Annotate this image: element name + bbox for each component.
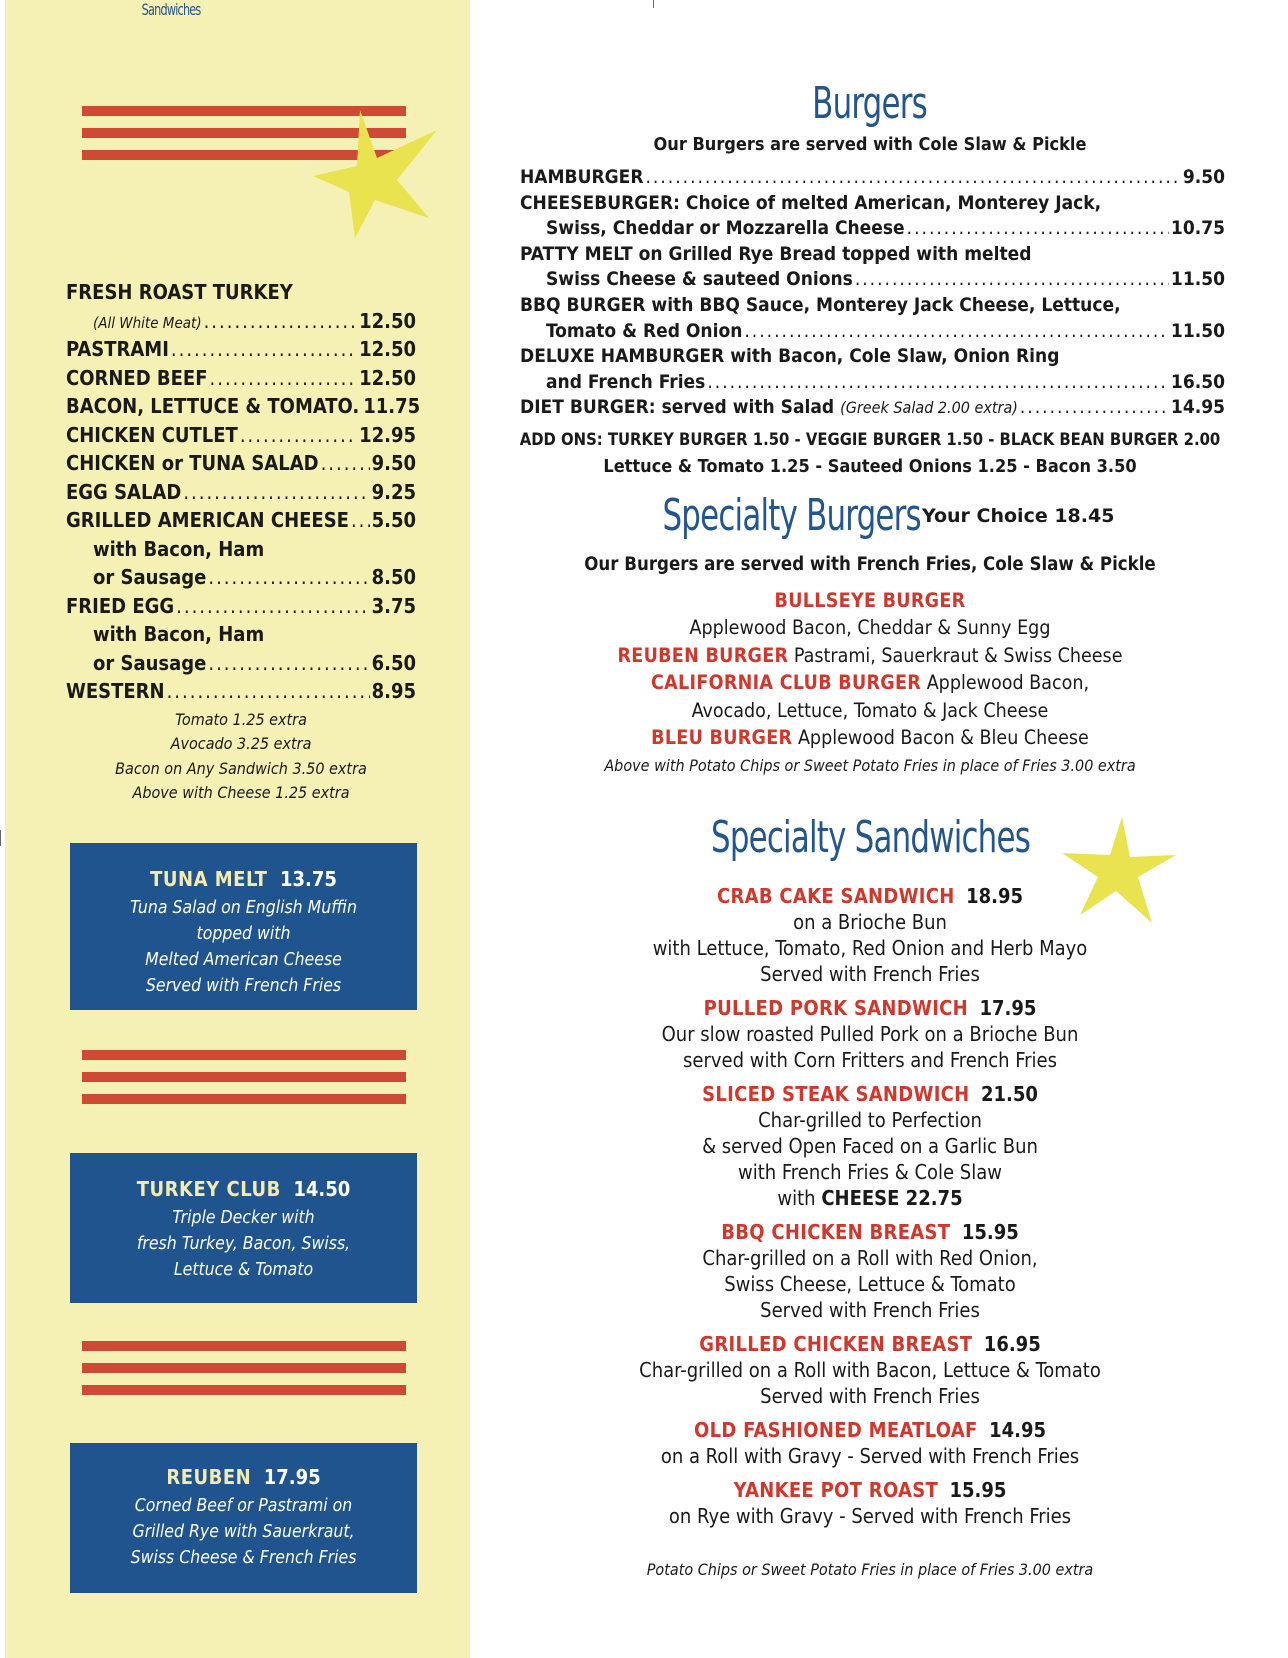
menu-row: [66, 622, 416, 651]
specialty-burgers-list: [515, 551, 1225, 779]
specialty-sandwich-name: OLD FASHIONED MEATLOAF: [694, 1418, 978, 1442]
menu-row: [66, 565, 416, 594]
specialty-sandwich-name: YANKEE POT ROAST: [733, 1478, 939, 1502]
menu-row: [520, 294, 1225, 320]
item-name: CHICKEN CUTLET: [66, 422, 238, 447]
specialty-burgers-header: [515, 490, 1225, 541]
menu-row: [520, 243, 1225, 269]
item-name: Swiss, Cheddar or Mozzarella Cheese: [546, 217, 905, 240]
item-name: Tomato & Red Onion: [546, 319, 743, 342]
box-item-price: 13.75: [279, 867, 337, 891]
item-price: 14.95: [1170, 396, 1225, 419]
specialty-sandwich-name: SLICED STEAK SANDWICH: [702, 1082, 970, 1106]
bullseye-burger-desc: Applewood Bacon, Cheddar & Sunny Egg: [689, 616, 1051, 639]
specialty-sandwich-desc: Char-grilled on a Roll with Red Onion,: [702, 1246, 1038, 1270]
item-name: BACON, LETTUCE & TOMATO.: [66, 394, 360, 418]
extra-line: Bacon on Any Sandwich 3.50 extra: [115, 758, 367, 778]
crop-mark: [0, 830, 1, 846]
specialty-sandwich-desc: Char-grilled on a Roll with Bacon, Lettuce & Tomato: [639, 1358, 1101, 1382]
box-title: [70, 1465, 417, 1489]
specialty-sandwich-header: [515, 1477, 1225, 1503]
flag-stripes-middle: [82, 1050, 406, 1116]
addons-line-1: ADD ONS: TURKEY BURGER 1.50 - VEGGIE BURGER 1.50 - BLACK BEAN BURGER 2.00: [519, 430, 1221, 449]
menu-row: [66, 508, 416, 537]
specialty-sandwich-desc: on Rye with Gravy - Served with French Fries: [668, 1504, 1072, 1528]
menu-row: [66, 337, 416, 366]
crop-mark: [653, 0, 654, 8]
specialty-sandwich-desc: Served with French Fries: [760, 1298, 980, 1322]
item-price: 12.50: [359, 308, 416, 333]
item-name: (All White Meat): [93, 313, 202, 332]
menu-row: [66, 309, 416, 338]
item-price: 12.50: [359, 337, 416, 361]
specialty-sandwich-header: [515, 995, 1225, 1021]
item-name: and French Fries: [546, 370, 706, 393]
item-price: 12.50: [359, 365, 416, 390]
menu-row: [66, 651, 416, 680]
item-name: with Bacon, Ham: [93, 622, 265, 646]
item-name: with Bacon, Ham: [93, 536, 265, 561]
leader-dots: [240, 423, 357, 447]
leader-dots: [208, 565, 369, 589]
item-price: 16.50: [1170, 370, 1225, 393]
menu-row: [66, 679, 416, 708]
specialty-sandwich-name: CRAB CAKE SANDWICH: [716, 884, 955, 908]
item-price: 3.75: [371, 593, 416, 618]
specialty-burgers-note: Above with Potato Chips or Sweet Potato Fries in place of Fries 3.00 extra: [604, 755, 1136, 775]
item-price: 9.25: [371, 479, 416, 504]
box-item-name: TURKEY CLUB: [136, 1177, 281, 1201]
specialty-sandwiches-title: Specialty Sandwiches: [710, 812, 1030, 863]
sandwich-extras: [66, 708, 416, 806]
specialty-sandwich-desc: on a Brioche Bun: [793, 910, 947, 934]
menu-row: [66, 480, 416, 509]
box-desc-line: topped with: [196, 924, 291, 944]
item-name: GRILLED AMERICAN CHEESE: [66, 508, 349, 532]
specialty-sandwich-header: [515, 883, 1225, 909]
box-desc-line: Melted American Cheese: [145, 950, 342, 970]
item-name: BBQ BURGER with BBQ Sauce, Monterey Jack Cheese, Lettuce,: [520, 293, 1121, 316]
cheese-price: CHEESE 22.75: [821, 1186, 963, 1210]
specialty-sandwich-desc: Served with French Fries: [760, 1384, 980, 1408]
leader-dots: [176, 594, 369, 618]
cheese-option: [515, 1185, 1225, 1211]
item-name: EGG SALAD: [66, 479, 182, 504]
box-item-price: 17.95: [263, 1465, 321, 1489]
leader-dots: [204, 309, 357, 333]
specialty-sandwich-desc: Our slow roasted Pulled Pork on a Brioche Bun: [661, 1022, 1079, 1046]
item-price: 11.50: [1170, 319, 1225, 342]
item-price: 6.50: [371, 650, 416, 675]
reuben-box: [70, 1443, 417, 1593]
box-desc-line: Tuna Salad on English Muffin: [130, 898, 357, 918]
leader-dots: [167, 679, 370, 703]
turkey-club-box: [70, 1153, 417, 1303]
bullseye-burger-name: BULLSEYE BURGER: [774, 588, 966, 612]
leader-dots: [707, 371, 1169, 393]
box-desc-line: Swiss Cheese & French Fries: [130, 1548, 357, 1568]
specialty-sandwiches-note: Potato Chips or Sweet Potato Fries in place of Fries 3.00 extra: [646, 1560, 1094, 1579]
leader-dots: [907, 217, 1169, 239]
menu-row: [66, 423, 416, 452]
burgers-list: [520, 166, 1225, 422]
item-name: FRESH ROAST TURKEY: [66, 280, 293, 304]
box-title: [70, 1177, 417, 1201]
menu-row: [520, 268, 1225, 294]
california-burger-desc-2: Avocado, Lettuce, Tomato & Jack Cheese: [691, 698, 1049, 722]
specialty-sandwich-header: [515, 1417, 1225, 1443]
item-name: CORNED BEEF: [66, 365, 208, 390]
item-name: WESTERN: [66, 679, 165, 703]
reuben-burger-name: REUBEN BURGER: [617, 643, 789, 667]
menu-row: [520, 396, 1225, 422]
item-price: 5.50: [371, 508, 416, 532]
bleu-burger-desc: Applewood Bacon & Bleu Cheese: [797, 726, 1089, 749]
specialty-sandwich-desc: Swiss Cheese, Lettuce & Tomato: [724, 1272, 1016, 1296]
menu-row: [66, 594, 416, 623]
extra-line: Avocado 3.25 extra: [170, 734, 312, 753]
item-price: 10.75: [1170, 217, 1225, 240]
item-name: or Sausage: [93, 650, 207, 675]
item-price: 8.95: [371, 679, 416, 703]
your-choice-price: Your Choice 18.45: [921, 505, 1115, 527]
menu-row: [520, 166, 1225, 192]
item-price: 8.50: [371, 565, 416, 589]
extra-line: Above with Cheese 1.25 extra: [132, 783, 350, 802]
item-price: 9.50: [1182, 166, 1225, 188]
specialty-sandwich-name: BBQ CHICKEN BREAST: [721, 1220, 951, 1244]
item-name: HAMBURGER: [520, 166, 644, 188]
specialty-sandwich-desc: Served with French Fries: [760, 962, 980, 986]
specialty-sandwich-price: 14.95: [989, 1418, 1046, 1442]
item-name: CHICKEN or TUNA SALAD: [66, 451, 319, 475]
menu-row: [520, 217, 1225, 243]
specialty-sandwich-price: 16.95: [983, 1332, 1041, 1356]
leader-dots: [855, 268, 1169, 290]
cheese-prefix: with: [777, 1186, 816, 1210]
addons-line-2: Lettuce & Tomato 1.25 - Sauteed Onions 1.25 - Bacon 3.50: [603, 456, 1137, 477]
specialty-sandwich-desc: with French Fries & Cole Slaw: [738, 1160, 1002, 1184]
specialty-sandwiches-list: [515, 875, 1225, 1529]
left-panel: [5, 0, 470, 1658]
specialty-sandwich-price: 15.95: [949, 1478, 1007, 1502]
item-price: 12.95: [359, 422, 416, 447]
box-desc-line: fresh Turkey, Bacon, Swiss,: [136, 1234, 351, 1254]
specialty-burgers-title: Specialty Burgers: [662, 490, 921, 541]
item-price: 11.50: [1170, 268, 1225, 291]
specialty-sandwich-price: 15.95: [961, 1220, 1019, 1244]
bleu-burger-name: BLEU BURGER: [651, 726, 793, 749]
leader-dots: [1020, 396, 1169, 418]
box-desc-line: Served with French Fries: [145, 976, 342, 996]
leader-dots: [646, 166, 1181, 188]
specialty-sandwich-desc: on a Roll with Gravy - Served with French Fries: [660, 1444, 1080, 1468]
specialty-burgers-subtitle: Our Burgers are served with French Fries, Cole Slaw & Pickle: [584, 554, 1156, 575]
reuben-burger-desc: Pastrami, Sauerkraut & Swiss Cheese: [793, 643, 1123, 667]
sandwiches-list: [66, 280, 421, 806]
menu-row: [66, 280, 416, 309]
menu-row: [66, 394, 421, 423]
menu-row: [520, 345, 1225, 371]
item-name: FRIED EGG: [66, 593, 175, 618]
star-icon: [305, 108, 445, 240]
leader-dots: [208, 651, 369, 675]
item-price: 9.50: [371, 451, 416, 475]
box-item-name: REUBEN: [166, 1465, 252, 1489]
menu-row: [66, 451, 416, 480]
specialty-sandwich-header: [515, 1081, 1225, 1107]
leader-dots: [744, 320, 1169, 342]
specialty-sandwich-header: [515, 1219, 1225, 1245]
item-note: (Greek Salad 2.00 extra): [840, 398, 1018, 418]
specialty-sandwich-desc: served with Corn Fritters and French Fries: [683, 1048, 1057, 1072]
leader-dots: [210, 366, 358, 390]
specialty-sandwich-header: [515, 1331, 1225, 1357]
specialty-sandwich-desc: with Lettuce, Tomato, Red Onion and Herb Mayo: [652, 936, 1088, 960]
california-burger-desc: Applewood Bacon,: [926, 671, 1090, 694]
flag-stripes-bottom: [82, 1341, 406, 1407]
item-name: PASTRAMI: [66, 337, 169, 361]
box-desc-line: Grilled Rye with Sauerkraut,: [132, 1522, 355, 1542]
menu-row: [520, 371, 1225, 397]
item-name: or Sausage: [93, 565, 207, 589]
leader-dots: [321, 451, 370, 475]
item-name: DELUXE HAMBURGER with Bacon, Cole Slaw, Onion Ring: [520, 345, 1060, 368]
item-name: DIET BURGER: served with Salad: [520, 396, 835, 419]
specialty-sandwich-name: GRILLED CHICKEN BREAST: [699, 1332, 973, 1356]
box-title: [70, 867, 417, 891]
specialty-sandwich-price: 18.95: [966, 884, 1024, 908]
sandwiches-title: Sandwiches: [141, 0, 201, 19]
specialty-sandwich-price: 17.95: [979, 996, 1037, 1020]
box-desc-line: Corned Beef or Pastrami on: [134, 1496, 353, 1516]
box-item-price: 14.50: [293, 1177, 351, 1201]
menu-row: [66, 366, 416, 395]
box-desc-line: Lettuce & Tomato: [173, 1260, 314, 1280]
leader-dots: [183, 480, 369, 504]
item-name: Swiss Cheese & sauteed Onions: [546, 268, 853, 291]
specialty-sandwich-price: 21.50: [980, 1082, 1038, 1106]
item-name: PATTY MELT on Grilled Rye Bread topped with melted: [520, 242, 1032, 265]
menu-row: [66, 537, 416, 566]
box-item-name: TUNA MELT: [150, 867, 268, 891]
menu-row: [520, 320, 1225, 346]
tuna-melt-box: [70, 843, 417, 1010]
specialty-sandwich-desc: & served Open Faced on a Garlic Bun: [702, 1134, 1038, 1158]
leader-dots: [171, 337, 357, 361]
extra-line: Tomato 1.25 extra: [175, 709, 307, 729]
item-price: 11.75: [363, 394, 421, 418]
burgers-title: Burgers: [812, 78, 928, 129]
specialty-sandwich-desc: Char-grilled to Perfection: [758, 1108, 982, 1132]
california-burger-name: CALIFORNIA CLUB BURGER: [650, 671, 922, 694]
box-desc-line: Triple Decker with: [172, 1208, 315, 1228]
leader-dots: [351, 508, 370, 532]
specialty-sandwich-name: PULLED PORK SANDWICH: [703, 996, 969, 1020]
burgers-title-wrap: [515, 78, 1225, 129]
burgers-subtitle: Our Burgers are served with Cole Slaw & Pickle: [653, 134, 1087, 155]
item-name: CHEESEBURGER: Choice of melted American, Monterey Jack,: [520, 191, 1102, 214]
menu-row: [520, 192, 1225, 218]
